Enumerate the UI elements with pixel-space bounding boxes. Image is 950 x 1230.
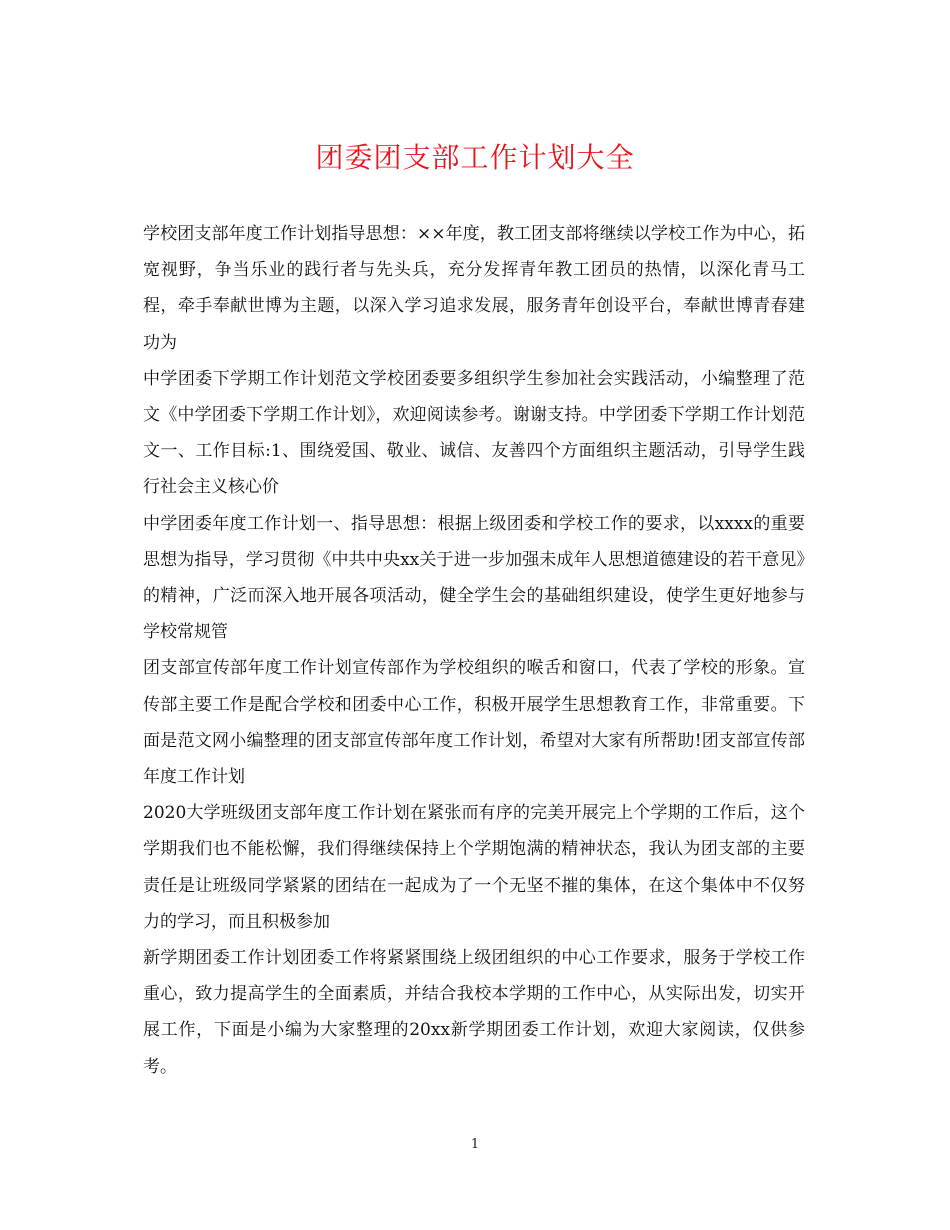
paragraph-3: 中学团委年度工作计划一、指导思想：根据上级团委和学校工作的要求，以xxxx的重要思想为指导，学习贯彻《中共中央xx关于进一步加强未成年人思想道德建设的若干意见》的精神，广泛而深入地开展各项活动，健全学生会的基础组织建设，使学生更好地参与学校常规管 (143, 513, 805, 643)
page-number: 1 (470, 1137, 480, 1152)
paragraph-4: 团支部宣传部年度工作计划宣传部作为学校组织的喉舌和窗口，代表了学校的形象。宣传部主要工作是配合学校和团委中心工作，积极开展学生思想教育工作，非常重要。下面是范文网小编整理的团支部宣传部年度工作计划，希望对大家有所帮助!团支部宣传部年度工作计划 (143, 658, 805, 788)
paragraph-2: 中学团委下学期工作计划范文学校团委要多组织学生参加社会实践活动，小编整理了范文《中学团委下学期工作计划》，欢迎阅读参考。谢谢支持。中学团委下学期工作计划范文一、工作目标:1、围绕爱国、敬业、诚信、友善四个方面组织主题活动，引导学生践行社会主义核心价 (143, 368, 805, 498)
paragraph-1: 学校团支部年度工作计划指导思想：××年度，教工团支部将继续以学校工作为中心，拓宽视野，争当乐业的践行者与先头兵，充分发挥青年教工团员的热情，以深化青马工程，牵手奉献世博为主题，以深入学习追求发展，服务青年创设平台，奉献世博青春建功为 (143, 224, 805, 353)
document-body (143, 216, 805, 1085)
paragraph-5: 2020大学班级团支部年度工作计划在紧张而有序的完美开展完上个学期的工作后，这个学期我们也不能松懈，我们得继续保持上个学期饱满的精神状态，我认为团支部的主要责任是让班级同学紧紧的团结在一起成为了一个无坚不摧的集体，在这个集体中不仅努力的学习，而且积极参加 (143, 803, 805, 932)
document-title: 团委团支部工作计划大全 (315, 141, 635, 174)
paragraph-6: 新学期团委工作计划团委工作将紧紧围绕上级团组织的中心工作要求，服务于学校工作重心，致力提高学生的全面素质，并结合我校本学期的工作中心，从实际出发，切实开展工作，下面是小编为大家整理的20xx新学期团委工作计划，欢迎大家阅读，仅供参考。 (143, 948, 805, 1077)
